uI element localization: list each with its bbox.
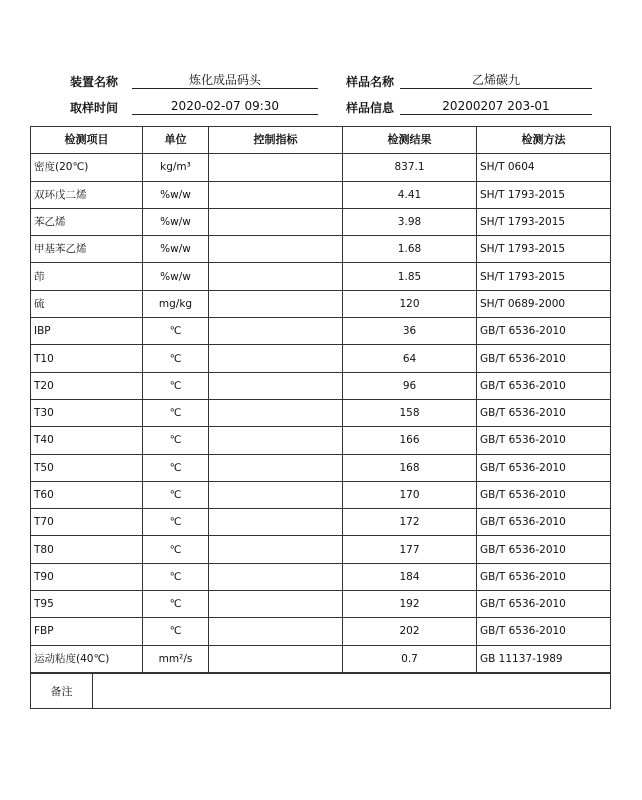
cell-spec xyxy=(209,318,343,345)
table-row xyxy=(31,509,611,536)
cell-spec xyxy=(209,181,343,208)
cell-unit: mm²/s xyxy=(143,645,209,672)
cell-item: T70 xyxy=(31,509,143,536)
table-row xyxy=(31,427,611,454)
cell-method: GB/T 6536-2010 xyxy=(477,345,611,372)
cell-item: 茚 xyxy=(31,263,143,290)
cell-result: 170 xyxy=(343,481,477,508)
cell-method: SH/T 0689-2000 xyxy=(477,290,611,317)
table-row xyxy=(31,290,611,317)
table-body xyxy=(31,154,611,673)
cell-result: 96 xyxy=(343,372,477,399)
cell-result: 4.41 xyxy=(343,181,477,208)
cell-spec xyxy=(209,481,343,508)
cell-method: SH/T 1793-2015 xyxy=(477,236,611,263)
cell-spec xyxy=(209,154,343,181)
device-name-value: 炼化成品码头 xyxy=(132,72,318,89)
table-header-row xyxy=(31,127,611,154)
cell-unit: ℃ xyxy=(143,591,209,618)
cell-spec xyxy=(209,236,343,263)
cell-item: T40 xyxy=(31,427,143,454)
table-row xyxy=(31,645,611,672)
table-row xyxy=(31,236,611,263)
cell-item: T50 xyxy=(31,454,143,481)
table-row xyxy=(31,481,611,508)
col-header-spec: 控制指标 xyxy=(209,127,343,154)
cell-unit: kg/m³ xyxy=(143,154,209,181)
remark-table xyxy=(30,673,611,709)
cell-spec xyxy=(209,591,343,618)
sampling-time-label: 取样时间 xyxy=(70,101,119,115)
cell-result: 177 xyxy=(343,536,477,563)
cell-unit: mg/kg xyxy=(143,290,209,317)
col-header-method: 检测方法 xyxy=(477,127,611,154)
cell-spec xyxy=(209,399,343,426)
cell-method: GB/T 6536-2010 xyxy=(477,536,611,563)
cell-spec xyxy=(209,427,343,454)
cell-unit: %w/w xyxy=(143,181,209,208)
cell-method: SH/T 1793-2015 xyxy=(477,263,611,290)
cell-item: T30 xyxy=(31,399,143,426)
cell-method: GB 11137-1989 xyxy=(477,645,611,672)
cell-method: SH/T 1793-2015 xyxy=(477,181,611,208)
cell-result: 837.1 xyxy=(343,154,477,181)
cell-item: T20 xyxy=(31,372,143,399)
cell-result: 202 xyxy=(343,618,477,645)
cell-unit: ℃ xyxy=(143,372,209,399)
cell-item: T80 xyxy=(31,536,143,563)
col-header-unit: 单位 xyxy=(143,127,209,154)
sampling-time-value: 2020-02-07 09:30 xyxy=(132,98,318,115)
cell-result: 172 xyxy=(343,509,477,536)
cell-item: T10 xyxy=(31,345,143,372)
cell-spec xyxy=(209,208,343,235)
cell-unit: ℃ xyxy=(143,481,209,508)
cell-item: 双环戊二烯 xyxy=(31,181,143,208)
cell-spec xyxy=(209,372,343,399)
remark-value xyxy=(93,674,611,709)
cell-item: T95 xyxy=(31,591,143,618)
sample-info-value: 20200207 203-01 xyxy=(400,98,592,115)
cell-method: GB/T 6536-2010 xyxy=(477,591,611,618)
cell-unit: ℃ xyxy=(143,618,209,645)
cell-result: 158 xyxy=(343,399,477,426)
cell-spec xyxy=(209,536,343,563)
cell-result: 120 xyxy=(343,290,477,317)
sample-info-label: 样品信息 xyxy=(346,101,395,115)
cell-item: T60 xyxy=(31,481,143,508)
cell-item: 甲基苯乙烯 xyxy=(31,236,143,263)
cell-item: 硫 xyxy=(31,290,143,317)
sample-name-value: 乙烯碳九 xyxy=(400,72,592,89)
table-row xyxy=(31,181,611,208)
cell-result: 3.98 xyxy=(343,208,477,235)
cell-spec xyxy=(209,618,343,645)
sample-name-label: 样品名称 xyxy=(346,75,395,89)
cell-unit: ℃ xyxy=(143,318,209,345)
cell-result: 168 xyxy=(343,454,477,481)
cell-method: SH/T 0604 xyxy=(477,154,611,181)
table-row xyxy=(31,399,611,426)
cell-unit: ℃ xyxy=(143,454,209,481)
cell-item: T90 xyxy=(31,563,143,590)
cell-item: IBP xyxy=(31,318,143,345)
cell-method: GB/T 6536-2010 xyxy=(477,481,611,508)
cell-item: 运动粘度(40℃) xyxy=(31,645,143,672)
cell-method: GB/T 6536-2010 xyxy=(477,427,611,454)
cell-unit: %w/w xyxy=(143,236,209,263)
cell-method: GB/T 6536-2010 xyxy=(477,454,611,481)
cell-spec xyxy=(209,509,343,536)
col-header-item: 检测项目 xyxy=(31,127,143,154)
device-name-label: 装置名称 xyxy=(70,75,119,89)
cell-spec xyxy=(209,563,343,590)
cell-unit: %w/w xyxy=(143,263,209,290)
cell-result: 184 xyxy=(343,563,477,590)
cell-item: 密度(20℃) xyxy=(31,154,143,181)
table-row xyxy=(31,536,611,563)
cell-method: GB/T 6536-2010 xyxy=(477,563,611,590)
cell-result: 1.85 xyxy=(343,263,477,290)
cell-result: 166 xyxy=(343,427,477,454)
table-row xyxy=(31,591,611,618)
table-row xyxy=(31,318,611,345)
cell-item: 苯乙烯 xyxy=(31,208,143,235)
cell-method: GB/T 6536-2010 xyxy=(477,372,611,399)
cell-method: SH/T 1793-2015 xyxy=(477,208,611,235)
cell-spec xyxy=(209,454,343,481)
table-row xyxy=(31,454,611,481)
table-row xyxy=(31,563,611,590)
cell-spec xyxy=(209,345,343,372)
cell-method: GB/T 6536-2010 xyxy=(477,618,611,645)
cell-unit: %w/w xyxy=(143,208,209,235)
cell-spec xyxy=(209,645,343,672)
remark-label: 备注 xyxy=(31,674,93,709)
table-row xyxy=(31,208,611,235)
cell-unit: ℃ xyxy=(143,509,209,536)
cell-result: 192 xyxy=(343,591,477,618)
table-row xyxy=(31,345,611,372)
table-row xyxy=(31,263,611,290)
table-row xyxy=(31,154,611,181)
cell-unit: ℃ xyxy=(143,427,209,454)
cell-result: 36 xyxy=(343,318,477,345)
table-row xyxy=(31,618,611,645)
table-row xyxy=(31,372,611,399)
col-header-result: 检测结果 xyxy=(343,127,477,154)
cell-item: FBP xyxy=(31,618,143,645)
results-table xyxy=(30,126,611,673)
cell-unit: ℃ xyxy=(143,536,209,563)
remark-row xyxy=(31,674,611,709)
cell-spec xyxy=(209,290,343,317)
cell-result: 1.68 xyxy=(343,236,477,263)
cell-result: 0.7 xyxy=(343,645,477,672)
cell-method: GB/T 6536-2010 xyxy=(477,318,611,345)
cell-unit: ℃ xyxy=(143,563,209,590)
cell-unit: ℃ xyxy=(143,345,209,372)
cell-result: 64 xyxy=(343,345,477,372)
cell-method: GB/T 6536-2010 xyxy=(477,399,611,426)
cell-spec xyxy=(209,263,343,290)
cell-unit: ℃ xyxy=(143,399,209,426)
cell-method: GB/T 6536-2010 xyxy=(477,509,611,536)
